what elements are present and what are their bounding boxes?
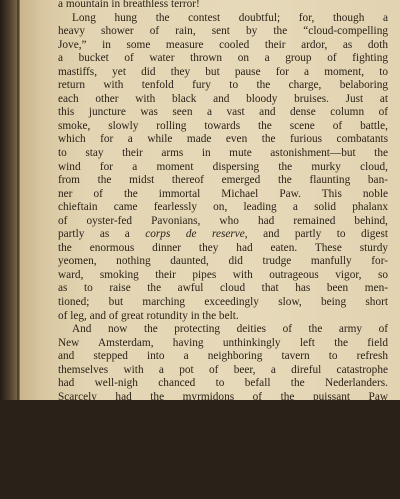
page-gutter xyxy=(17,0,19,400)
text-line: tioned; but marching exceedingly slow, being short xyxy=(58,296,388,309)
text-line: partly as a corps de reserve, and partly to digest xyxy=(58,228,388,241)
text-line: themselves with a pot of beer, a direful catastrophe xyxy=(58,363,388,376)
text-line: attained the front of battle, before the Swedes, xyxy=(58,404,388,417)
text-line: mastiffs, yet did they but pause for a moment, to xyxy=(58,65,388,78)
text-line: chieftain came fearlessly on, leading a solid phalanx xyxy=(58,201,388,214)
text-line: Jove,” in some measure cooled their ardor, as doth xyxy=(58,38,388,51)
text-line: which for a while made even the furious combatants xyxy=(58,133,388,146)
text-line: wind for a moment dispersing the murky cloud, xyxy=(58,160,388,173)
text-line: Scarcely had the myrmidons of the puissant Paw xyxy=(58,390,388,403)
text-line: to stay their arms in mute astonishment—but the xyxy=(58,147,388,160)
text-line: And now the protecting deities of the army of xyxy=(72,323,388,336)
text-line: this unexpected assault, and totally discomfited at xyxy=(58,445,388,458)
text-line: a mountain in breathless terror! xyxy=(58,0,200,10)
text-line: seeing their pipes broken, the valiant Dutchmen fell xyxy=(58,458,388,471)
text-line: the enormous dinner they had eaten. These sturdy xyxy=(58,241,388,254)
text-line: of blows full at their tobacco-pipes. Astounded at xyxy=(58,431,388,444)
text-line: frightened drove of unwieldy elephants they throw xyxy=(58,485,388,498)
text-line: and stepped into a neighboring tavern to refresh xyxy=(58,350,388,363)
text-line: of oyster-fed Pavonians, who had remained behind, xyxy=(58,214,388,227)
text-line: New Amsterdam, having unthinkingly left the field xyxy=(58,336,388,349)
text-line: from the midst thereof emerged the flaunting ban- xyxy=(58,174,388,187)
text-line: in vast confusion—already they begin to fly—like a xyxy=(58,472,388,485)
page-text-block xyxy=(58,0,388,499)
text-line: each other with black and bloody bruises. Just at xyxy=(58,92,388,105)
text-line: as to raise the awful cloud that has been men- xyxy=(58,282,388,295)
text-line: Long hung the contest doubtful; for, though a xyxy=(72,11,388,24)
text-line: ward, smoking their pipes with outrageous vigor, so xyxy=(58,268,388,281)
text-line: this juncture was seen a vast and dense column of xyxy=(58,106,388,119)
text-line: heavy shower of rain, sent by the “cloud-compelling xyxy=(58,25,388,38)
text-line: instructed by the cunning Risingh, levelled a shower xyxy=(58,417,388,430)
text-line: had well-nigh chanced to befall the Nederlanders. xyxy=(58,377,388,390)
text-line: yeomen, nothing daunted, did trudge manfully for- xyxy=(58,255,388,268)
text-line: return with tenfold fury to the charge, belaboring xyxy=(58,79,388,92)
book-page xyxy=(20,0,400,498)
text-line: smoke, slowly rolling towards the scene of battle, xyxy=(58,119,388,132)
text-line: of leg, and of great rotundity in the belt. xyxy=(58,309,239,322)
text-line: ner of the immortal Michael Paw. This noble xyxy=(58,187,388,200)
text-line: a bucket of water thrown on a group of fighting xyxy=(58,52,388,65)
